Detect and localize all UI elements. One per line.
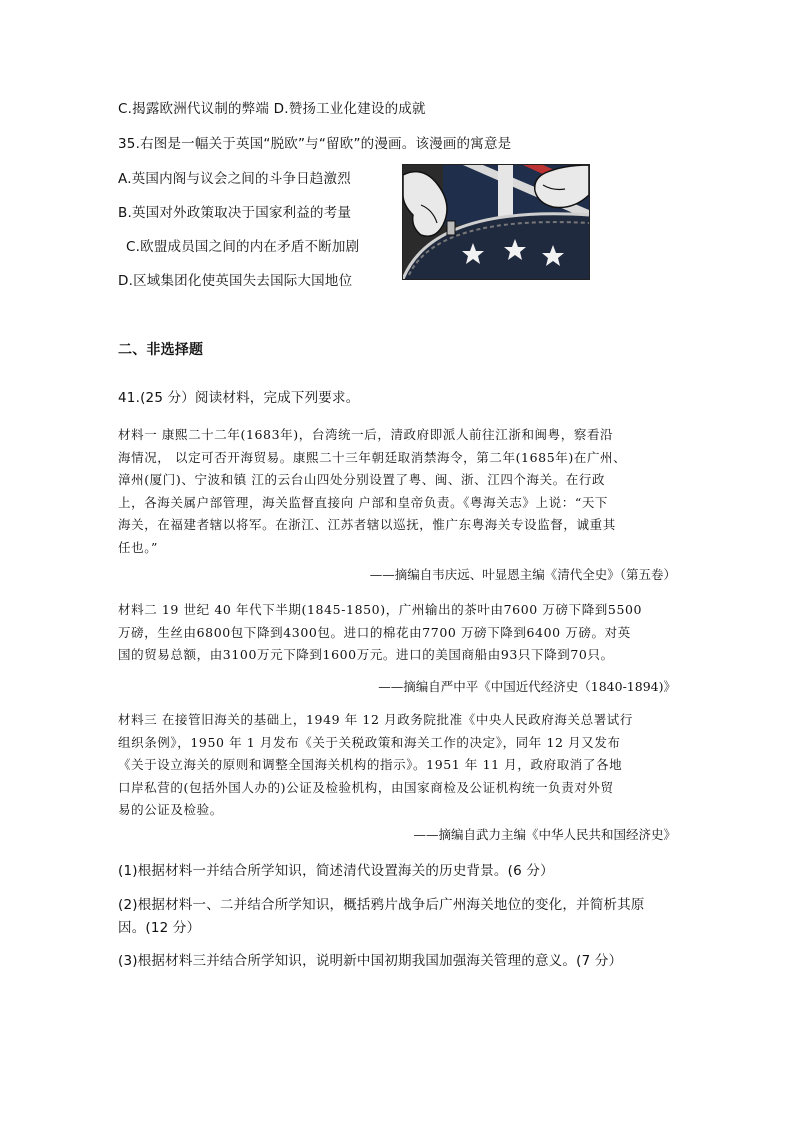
material-1-line: 任也。” xyxy=(118,539,159,555)
q35-option-d: D.区域集团化使英国失去国际大国地位 xyxy=(118,273,353,289)
sub-question-1: (1)根据材料一并结合所学知识，简述清代设置海关的历史背景。(6 分） xyxy=(118,863,554,879)
q35-option-a: A.英国内阁与议会之间的斗争日趋激烈 xyxy=(118,171,351,187)
sub-question-3: (3)根据材料三并结合所学知识，说明新中国初期我国加强海关管理的意义。(7 分） xyxy=(118,953,623,969)
material-1-line: 漳州(厦门)、宁波和镇 江的云台山四处分别设置了粤、闽、浙、江四个海关。在行政 xyxy=(118,472,606,487)
brexit-zipper-cartoon-icon xyxy=(402,164,590,280)
material-3-citation: ——摘编自武力主编《中华人民共和国经济史》 xyxy=(413,827,676,842)
section-title: 二、非选择题 xyxy=(118,342,204,358)
material-1-citation: ——摘编自韦庆远、叶显恩主编《清代全史》（第五卷） xyxy=(369,567,676,582)
material-3-line: 组织条例》，1950 年 1 月发布《关于关税政策和海关工作的决定》，同年 12 月又发布 xyxy=(118,734,621,750)
material-1-line: 材料一 康熙二十二年(1683年)，台湾统一后，清政府即派人前往江浙和闽粤，察看沿 xyxy=(118,427,614,442)
material-3-line: 《关于设立海关的原则和调整全国海关机构的指示》。1951 年 11 月，政府取消了各地 xyxy=(118,757,623,772)
q35-stem: 35.右图是一幅关于英国“脱欧”与“留欧”的漫画。该漫画的寓意是 xyxy=(118,136,512,152)
sub-question-2-cont: 因。(12 分） xyxy=(118,920,201,936)
material-3-line: 口岸私营的(包括外国人办的)公证及检验机构，由国家商检及公证机构统一负责对外贸 xyxy=(118,779,614,795)
material-1-line: 上，各海关属户部管理，海关监督直接向 户部和皇帝负责。《粤海关志》上说：“天下 xyxy=(118,494,609,510)
material-3-line: 材料三 在接管旧海关的基础上，1949 年 12 月政务院批准《中央人民政府海关总署试行 xyxy=(118,712,634,727)
sub-question-2: (2)根据材料一、二并结合所学知识，概括鸦片战争后广州海关地位的变化，并简析其原 xyxy=(118,897,645,913)
q34-options-cd: C.揭露欧洲代议制的弊端 D.赞扬工业化建设的成就 xyxy=(118,101,426,117)
q35-option-b: B.英国对外政策取决于国家利益的考量 xyxy=(118,205,352,221)
material-2-line: 国的贸易总额，由3100万元下降到1600万元。进口的美国商船由93只下降到70只。 xyxy=(118,647,614,662)
material-2-line: 材料二 19 世纪 40 年代下半期(1845-1850)，广州输出的茶叶由7600 万磅下降到5500 xyxy=(118,602,643,617)
material-3-line: 易的公证及检验。 xyxy=(118,802,223,817)
material-1 xyxy=(118,424,678,559)
q41-stem: 41.(25 分）阅读材料，完成下列要求。 xyxy=(118,390,360,406)
q35-option-c: C.欧盟成员国之间的内在矛盾不断加剧 xyxy=(126,239,360,255)
material-1-line: 海关，在福建者辖以将军。在浙江、江苏者辖以巡抚，惟广东粤海关专设监督，诚重其 xyxy=(118,517,616,532)
material-1-line: 海情况， 以定可否开海贸易。康熙二十三年朝廷取消禁海令，第二年(1685年)在广州、 xyxy=(118,449,627,465)
material-2-citation: ——摘编自严中平《中国近代经济史（1840-1894)》 xyxy=(378,679,676,694)
material-3 xyxy=(118,709,678,822)
material-2-line: 万磅，生丝由6800包下降到4300包。进口的棉花由7700 万磅下降到6400 万磅。对英 xyxy=(118,624,631,640)
material-2 xyxy=(118,599,678,667)
